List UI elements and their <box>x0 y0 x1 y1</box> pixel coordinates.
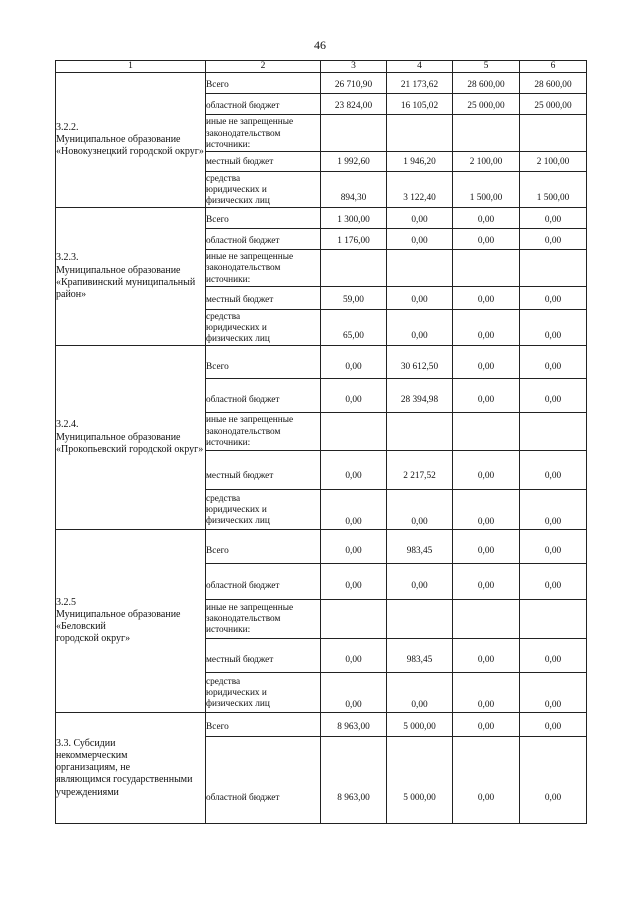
value: 983,45 <box>406 546 433 557</box>
value: 0,00 <box>411 517 428 528</box>
value: 28 600,00 <box>467 79 505 90</box>
value: 0,00 <box>411 214 428 225</box>
value: 0,00 <box>477 394 495 405</box>
budget-table <box>55 60 587 824</box>
table-row <box>56 346 587 379</box>
value-cell <box>387 490 453 530</box>
value <box>453 419 519 443</box>
funding-source-cell <box>206 379 321 412</box>
value-cell <box>453 450 520 489</box>
value-cell <box>520 229 587 250</box>
column-header: 6 <box>520 61 587 73</box>
value: 21 173,62 <box>400 79 439 90</box>
funding-source-label: Всего <box>206 721 229 732</box>
value: 0,00 <box>544 581 562 592</box>
value <box>387 258 452 278</box>
funding-source-cell <box>206 309 321 345</box>
value-cell <box>387 73 453 94</box>
value: 2 100,00 <box>469 157 503 168</box>
funding-source-label: иные не запрещенные законодательством источники: <box>206 117 294 150</box>
section-title: 3.2.2. Муниципальное образование «Новокузнецкий городской округ» <box>56 122 204 158</box>
value: 25 000,00 <box>534 100 572 111</box>
section-title: 3.2.4. Муниципальное образование «Прокопьевский городской округ» <box>56 419 204 455</box>
page-number: 46 <box>314 38 326 52</box>
value <box>520 606 586 631</box>
value-cell <box>387 229 453 250</box>
funding-source-cell <box>206 286 321 309</box>
funding-source-cell <box>206 737 321 824</box>
funding-source-label: средства юридических и физических лиц <box>206 173 270 207</box>
value: 28 600,00 <box>534 79 572 90</box>
funding-source-cell <box>206 638 321 672</box>
value: 0,00 <box>411 294 428 305</box>
funding-source-cell <box>206 713 321 737</box>
value: 0,00 <box>477 721 495 732</box>
value: 5 000,00 <box>403 793 436 804</box>
value-cell <box>387 151 453 171</box>
value <box>387 606 452 631</box>
value: 0,00 <box>477 361 495 372</box>
value: 1 992,60 <box>337 157 370 168</box>
value: 0,00 <box>477 546 495 557</box>
value-cell <box>321 599 387 638</box>
value: 3 122,40 <box>403 193 436 204</box>
funding-source-label: Всего <box>206 79 229 90</box>
value-cell <box>387 115 453 151</box>
value-cell <box>453 379 520 412</box>
value-cell <box>387 530 453 564</box>
funding-source-label: средства юридических и физических лиц <box>206 676 270 710</box>
value: 25 000,00 <box>467 100 505 111</box>
value-cell <box>321 490 387 530</box>
value: 0,00 <box>411 235 428 246</box>
funding-source-cell <box>206 530 321 564</box>
value: 0,00 <box>544 793 562 804</box>
value <box>453 258 519 278</box>
value-cell <box>520 737 587 824</box>
value-cell <box>387 564 453 599</box>
value: 0,00 <box>411 581 428 592</box>
funding-source-cell <box>206 490 321 530</box>
value-cell <box>387 599 453 638</box>
value-cell <box>387 673 453 713</box>
funding-source-label: местный бюджет <box>206 294 274 305</box>
funding-source-label: областной бюджет <box>206 793 280 804</box>
value: 65,00 <box>343 330 364 341</box>
section-title-cell <box>56 73 206 208</box>
value: 1 500,00 <box>536 193 570 204</box>
value-cell <box>453 286 520 309</box>
value: 0,00 <box>544 361 562 372</box>
value-cell <box>520 115 587 151</box>
funding-source-label: иные не запрещенные законодательством источники: <box>206 602 294 636</box>
value-cell <box>453 564 520 599</box>
value: 0,00 <box>477 470 495 481</box>
value-cell <box>321 250 387 286</box>
value: 0,00 <box>544 470 562 481</box>
value-cell <box>387 737 453 824</box>
section-title-cell <box>56 346 206 530</box>
value-cell <box>321 530 387 564</box>
section-title: 3.2.3. Муниципальное образование «Крапивинский муниципальный район» <box>56 252 196 300</box>
value <box>453 123 519 143</box>
funding-source-cell <box>206 346 321 379</box>
value-cell <box>387 309 453 345</box>
value-cell <box>321 450 387 489</box>
value: 59,00 <box>343 294 364 305</box>
value: 16 105,02 <box>400 100 439 111</box>
value-cell <box>321 309 387 345</box>
column-header: 2 <box>206 61 321 73</box>
value-cell <box>520 73 587 94</box>
funding-source-label: областной бюджет <box>206 100 280 111</box>
value-cell <box>520 673 587 713</box>
value: 0,00 <box>345 581 362 592</box>
value-cell <box>321 737 387 824</box>
value-cell <box>520 309 587 345</box>
value-cell <box>387 346 453 379</box>
funding-source-label: областной бюджет <box>206 581 280 592</box>
funding-source-cell <box>206 229 321 250</box>
value: 0,00 <box>345 394 362 405</box>
value: 0,00 <box>544 700 562 711</box>
value-cell <box>387 250 453 286</box>
value: 0,00 <box>345 546 362 557</box>
value-cell <box>387 171 453 207</box>
value: 1 300,00 <box>337 214 370 225</box>
value: 0,00 <box>544 235 562 246</box>
column-header: 5 <box>453 61 520 73</box>
funding-source-cell <box>206 94 321 115</box>
value: 30 612,50 <box>400 361 439 372</box>
column-header: 4 <box>387 61 453 73</box>
value-cell <box>453 73 520 94</box>
value-cell <box>453 229 520 250</box>
value: 8 963,00 <box>337 721 370 732</box>
value <box>453 606 519 631</box>
value <box>321 606 386 631</box>
value <box>387 419 452 443</box>
value: 0,00 <box>477 654 495 665</box>
value-cell <box>520 713 587 737</box>
funding-source-label: областной бюджет <box>206 235 280 246</box>
value-cell <box>321 286 387 309</box>
value-cell <box>453 737 520 824</box>
value-cell <box>387 412 453 450</box>
value <box>520 123 586 143</box>
column-header: 1 <box>56 61 206 73</box>
value: 26 710,90 <box>334 79 373 90</box>
value-cell <box>321 379 387 412</box>
value: 8 963,00 <box>337 793 370 804</box>
value-cell <box>387 208 453 229</box>
funding-source-cell <box>206 151 321 171</box>
value-cell <box>387 713 453 737</box>
value-cell <box>387 379 453 412</box>
value: 2 100,00 <box>536 157 570 168</box>
value-cell <box>520 250 587 286</box>
value-cell <box>520 412 587 450</box>
value: 28 394,98 <box>400 394 439 405</box>
funding-source-cell <box>206 673 321 713</box>
funding-source-label: местный бюджет <box>206 157 274 168</box>
section-title-cell <box>56 208 206 346</box>
section-title-cell <box>56 530 206 713</box>
funding-source-cell <box>206 73 321 94</box>
value-cell <box>387 638 453 672</box>
value-cell <box>453 673 520 713</box>
funding-source-label: местный бюджет <box>206 654 274 665</box>
funding-source-cell <box>206 208 321 229</box>
value-cell <box>453 638 520 672</box>
value-cell <box>321 346 387 379</box>
value: 23 824,00 <box>334 100 373 111</box>
table-row <box>56 530 587 564</box>
value-cell <box>321 94 387 115</box>
funding-source-label: иные не запрещенные законодательством источники: <box>206 415 294 448</box>
value-cell <box>453 115 520 151</box>
value: 0,00 <box>345 470 362 481</box>
value-cell <box>453 94 520 115</box>
funding-source-cell <box>206 450 321 489</box>
value: 0,00 <box>544 517 562 528</box>
value-cell <box>520 379 587 412</box>
value: 0,00 <box>477 294 495 305</box>
value: 1 176,00 <box>337 235 370 246</box>
value-cell <box>520 171 587 207</box>
value-cell <box>520 564 587 599</box>
funding-source-label: средства юридических и физических лиц <box>206 493 270 527</box>
value-cell <box>520 286 587 309</box>
value-cell <box>520 530 587 564</box>
value: 0,00 <box>345 361 362 372</box>
funding-source-cell <box>206 564 321 599</box>
section-title-cell <box>56 713 206 824</box>
table-row <box>56 73 587 94</box>
value-cell <box>520 450 587 489</box>
funding-source-cell <box>206 250 321 286</box>
funding-source-label: Всего <box>206 546 229 557</box>
value-cell <box>520 208 587 229</box>
value-cell <box>321 638 387 672</box>
value <box>520 419 586 443</box>
value: 0,00 <box>544 214 562 225</box>
value-cell <box>321 115 387 151</box>
value-cell <box>453 713 520 737</box>
value: 0,00 <box>544 394 562 405</box>
table-row <box>56 713 587 737</box>
value-cell <box>453 250 520 286</box>
value-cell <box>321 673 387 713</box>
funding-source-label: Всего <box>206 361 229 372</box>
value: 0,00 <box>477 581 495 592</box>
value: 0,00 <box>345 654 362 665</box>
value: 0,00 <box>477 517 495 528</box>
value: 0,00 <box>411 330 428 341</box>
value-cell <box>387 94 453 115</box>
value-cell <box>321 171 387 207</box>
value-cell <box>387 450 453 489</box>
value: 0,00 <box>544 294 562 305</box>
funding-source-cell <box>206 599 321 638</box>
value: 2 217,52 <box>403 470 436 481</box>
value: 0,00 <box>345 517 362 528</box>
funding-source-cell <box>206 171 321 207</box>
value: 1 946,20 <box>403 157 436 168</box>
value <box>321 419 386 443</box>
value-cell <box>453 151 520 171</box>
value <box>321 258 386 278</box>
value: 0,00 <box>477 793 495 804</box>
value-cell <box>387 286 453 309</box>
value <box>387 123 452 143</box>
value: 0,00 <box>477 235 495 246</box>
value-cell <box>321 208 387 229</box>
value-cell <box>520 599 587 638</box>
value: 0,00 <box>544 546 562 557</box>
value-cell <box>453 412 520 450</box>
value: 0,00 <box>544 330 562 341</box>
column-header: 3 <box>321 61 387 73</box>
value-cell <box>453 171 520 207</box>
value: 0,00 <box>411 700 428 711</box>
value: 0,00 <box>544 721 562 732</box>
value: 0,00 <box>345 700 362 711</box>
value-cell <box>520 94 587 115</box>
value-cell <box>321 229 387 250</box>
value-cell <box>453 490 520 530</box>
value-cell <box>453 309 520 345</box>
value: 894,30 <box>340 193 367 204</box>
value-cell <box>453 346 520 379</box>
value-cell <box>453 599 520 638</box>
value: 5 000,00 <box>403 721 436 732</box>
funding-source-cell <box>206 412 321 450</box>
value-cell <box>520 346 587 379</box>
value-cell <box>520 490 587 530</box>
value-cell <box>520 151 587 171</box>
value-cell <box>321 713 387 737</box>
funding-source-label: местный бюджет <box>206 470 274 481</box>
value-cell <box>321 412 387 450</box>
funding-source-cell <box>206 115 321 151</box>
value-cell <box>321 73 387 94</box>
value <box>520 258 586 278</box>
funding-source-label: Всего <box>206 214 229 225</box>
value: 0,00 <box>477 330 495 341</box>
value-cell <box>453 530 520 564</box>
value: 983,45 <box>406 654 433 665</box>
value: 0,00 <box>477 700 495 711</box>
value: 0,00 <box>477 214 495 225</box>
funding-source-label: средства юридических и физических лиц <box>206 311 270 345</box>
value: 0,00 <box>544 654 562 665</box>
funding-source-label: областной бюджет <box>206 394 280 405</box>
table-row <box>56 208 587 229</box>
value-cell <box>453 208 520 229</box>
value <box>321 123 386 143</box>
value-cell <box>321 151 387 171</box>
section-title: 3.2.5 Муниципальное образование «Беловский городской округ» <box>56 596 181 645</box>
funding-source-label: иные не запрещенные законодательством источники: <box>206 252 294 285</box>
value-cell <box>520 638 587 672</box>
column-number-row <box>56 61 587 73</box>
value-cell <box>321 564 387 599</box>
section-title: 3.3. Субсидии некоммерческим организациям, не являющимся государственными учреждениями <box>56 737 193 798</box>
value: 1 500,00 <box>469 193 503 204</box>
